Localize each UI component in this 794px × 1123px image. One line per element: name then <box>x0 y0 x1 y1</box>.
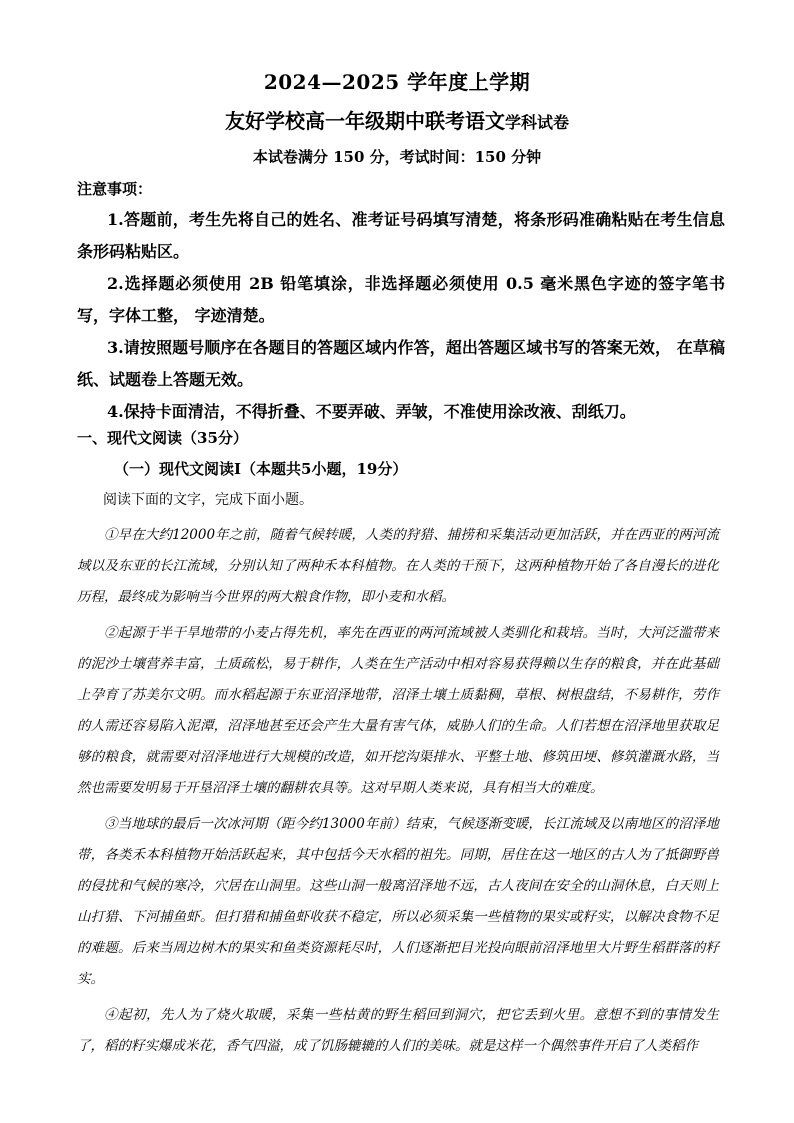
notes-list <box>77 204 725 428</box>
passage-paragraph-3: ③当地球的最后一次冰河期（距今约13000年前）结束，气候逐渐变暖，长江流域及以南地区的沼泽地带，各类禾本科植物开始活跃起来，其中包括今天水稻的祖先。同期，居住在这一地区的古人为了抵御野兽的侵扰和气候的寒冷，穴居在山洞里。这些山洞一般离沼泽地不远，古人夜间在安全的山洞休息，白天则上山打猎、下河捕鱼虾。但打猎和捕鱼虾收获不稳定，所以必须采集一些植物的果实或籽实，以解决食物不足的难题。后来当周边树木的果实和鱼类资源耗尽时，人们逐渐把目光投向眼前沼泽地里大片野生稻群落的籽实。 <box>77 816 719 987</box>
exam-title-suffix: 学科试卷 <box>504 113 569 132</box>
exam-year-title: 2024—2025 学年度上学期 <box>263 70 531 94</box>
exam-title <box>0 105 794 134</box>
subsection-heading: （一）现代文阅读Ⅰ（本题共5小题，19分） <box>114 460 408 478</box>
note-item-1: 1.答题前，考生先将自己的姓名、准考证号码填写清楚，将条形码准确粘贴在考生信息条形码粘贴区。 <box>77 210 725 261</box>
exam-title-main: 友好学校高一年级期中联考语文 <box>224 109 505 133</box>
reading-instruction: 阅读下面的文字，完成下面小题。 <box>103 491 313 507</box>
note-item-2: 2.选择题必须使用 2B 铅笔填涂，非选择题必须使用 0.5 毫米黑色字迹的签字笔书写，字体工整， 字迹清楚。 <box>77 274 725 325</box>
passage-paragraph-4: ④起初，先人为了烧火取暖，采集一些枯黄的野生稻回到洞穴，把它丢到火里。意想不到的事情发生了，稻的籽实爆成米花，香气四溢，成了饥肠辘辘的人们的美味。就是这样一个偶然事件开启了人类稻作 <box>77 1007 719 1054</box>
exam-meta: 本试卷满分 150 分，考试时间：150 分钟 <box>252 148 542 166</box>
notes-heading: 注意事项： <box>77 180 153 198</box>
passage-paragraph-1: ①早在大约12000年之前，随着气候转暖，人类的狩猎、捕捞和采集活动更加活跃，并在西亚的两河流域以及东亚的长江流域，分别认知了两种禾本科植物。在人类的干预下，这两种植物开始了各自漫长的进化历程，最终成为影响当今世界的两大粮食作物，即小麦和水稻。 <box>77 527 719 605</box>
note-item-3: 3.请按照题号顺序在各题目的答题区域内作答，超出答题区域书写的答案无效， 在草稿纸、试题卷上答题无效。 <box>77 338 725 389</box>
reading-passage <box>77 520 719 1067</box>
note-item-4: 4.保持卡面清洁，不得折叠、不要弄破、弄皱，不准使用涂改液、刮纸刀。 <box>107 402 636 421</box>
section-heading: 一、现代文阅读（35分） <box>77 429 248 447</box>
passage-paragraph-2: ②起源于半干旱地带的小麦占得先机，率先在西亚的两河流域被人类驯化和栽培。当时，大河泛滥带来的泥沙土壤营养丰富，土质疏松，易于耕作，人类在生产活动中相对容易获得赖以生存的粮食，并在此基础上孕育了苏美尔文明。而水稻起源于东亚沼泽地带，沼泽土壤土质黏稠，草根、树根盘结，不易耕作，劳作的人需还容易陷入泥潭，沼泽地甚至还会产生大量有害气体，威胁人们的生命。人们若想在沼泽地里获取足够的粮食，就需要对沼泽地进行大规模的改造，如开挖沟渠排水、平整土地、修筑田埂、修筑灌溉水路，当然也需要发明易于开垦沼泽土壤的翻耕农具等。这对早期人类来说，具有相当大的难度。 <box>77 625 719 796</box>
